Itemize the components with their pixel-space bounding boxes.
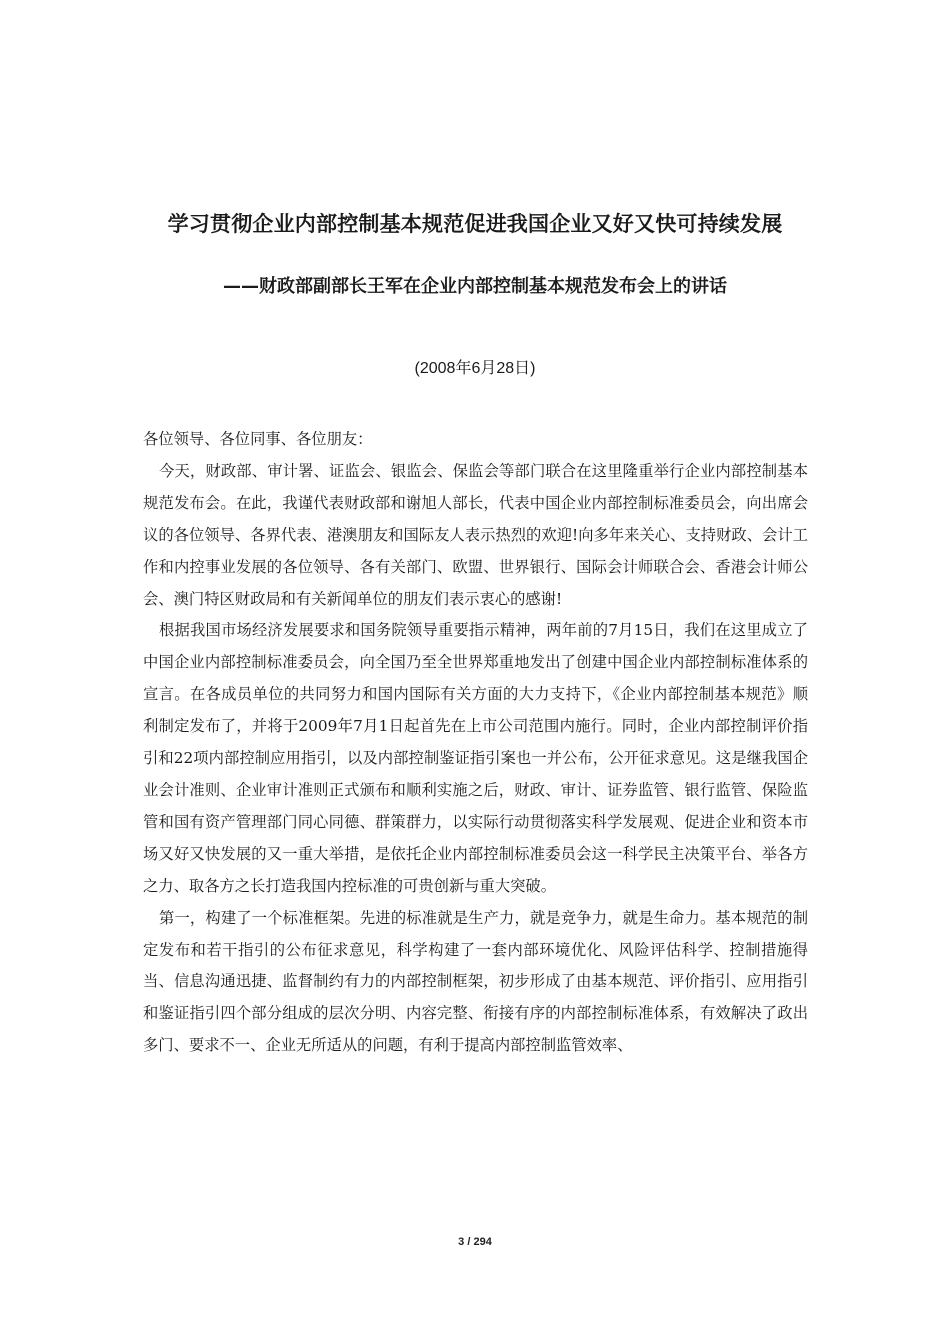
document-subtitle: ——财政部副部长王军在企业内部控制基本规范发布会上的讲话	[223, 276, 727, 297]
page-number: 3 / 294	[458, 1236, 492, 1248]
speech-date: (2008年6月28日)	[414, 360, 536, 377]
document-body	[143, 424, 808, 1062]
document-title: 学习贯彻企业内部控制基本规范促进我国企业又好又快可持续发展	[167, 212, 783, 236]
salutation: 各位领导、各位同事、各位朋友：	[143, 430, 373, 448]
paragraph: 今天，财政部、审计署、证监会、银监会、保监会等部门联合在这里隆重举行企业内部控制基本规范发布会。在此，我谨代表财政部和谢旭人部长，代表中国企业内部控制标准委员会，向出席会议的各位领导、各界代表、港澳朋友和国际友人表示热烈的欢迎!向多年来关心、支持财政、会计工作和内控事业发展的各位领导、各有关部门、欧盟、世界银行、国际会计师联合会、香港会计师公会、澳门特区财政局和有关新闻单位的朋友们表示衷心的感谢!	[143, 461, 808, 608]
paragraph: 第一，构建了一个标准框架。先进的标准就是生产力，就是竞争力，就是生命力。基本规范的制定发布和若干指引的公布征求意见，科学构建了一套内部环境优化、风险评估科学、控制措施得当、信息沟通迅捷、监督制约有力的内部控制框架，初步形成了由基本规范、评价指引、应用指引和鉴证指引四个部分组成的层次分明、内容完整、衔接有序的内部控制标准体系，有效解决了政出多门、要求不一、企业无所适从的问题，有利于提高内部控制监管效率、	[143, 908, 808, 1055]
paragraph: 根据我国市场经济发展要求和国务院领导重要指示精神，两年前的7月15日，我们在这里成立了中国企业内部控制标准委员会，向全国乃至全世界郑重地发出了创建中国企业内部控制标准体系的宣言。在各成员单位的共同努力和国内国际有关方面的大力支持下，《企业内部控制基本规范》顺利制定发布了，并将于2009年7月1日起首先在上市公司范围内施行。同时，企业内部控制评价指引和22项内部控制应用指引，以及内部控制鉴证指引案也一并公布，公开征求意见。这是继我国企业会计准则、企业审计准则正式颁布和顺利实施之后，财政、审计、证券监管、银行监管、保险监管和国有资产管理部门同心同德、群策群力，以实际行动贯彻落实科学发展观、促进企业和资本市场又好又快发展的又一重大举措，是依托企业内部控制标准委员会这一科学民主决策平台、举各方之力、取各方之长打造我国内控标准的可贵创新与重大突破。	[143, 621, 808, 895]
